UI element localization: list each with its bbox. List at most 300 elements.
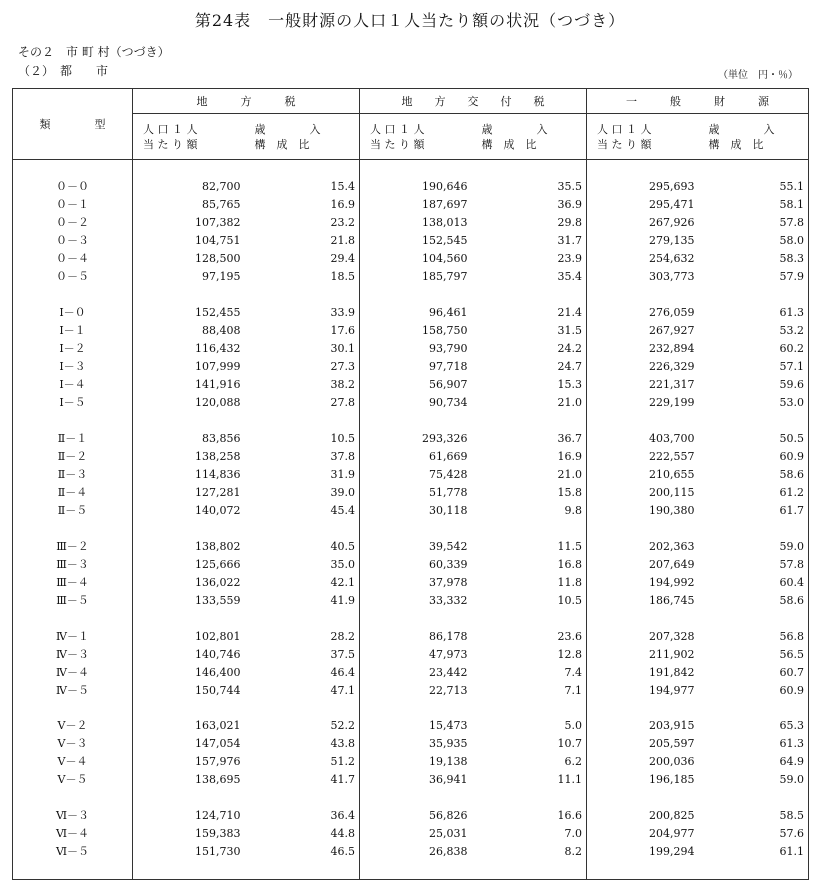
per-capita-cell: 163,021 (195, 719, 241, 733)
per-capita-cell: 293,326 (422, 431, 468, 445)
per-capita-cell: 30,118 (429, 503, 468, 517)
type-cell: Ⅵ－５ (13, 843, 133, 861)
per-capita-cell: 140,746 (195, 647, 241, 661)
per-capita-cell (360, 160, 472, 179)
ratio-cell: 21.0 (472, 394, 587, 412)
table-row (13, 825, 809, 843)
table-row (13, 466, 809, 484)
local-tax-header: 地 方 税 (133, 89, 360, 114)
per-capita-cell: 26,838 (429, 845, 468, 859)
ratio-line1: 歳 入 (708, 122, 775, 136)
per-capita-cell: 146,400 (195, 665, 241, 679)
type-cell: Ⅱ－２ (13, 448, 133, 466)
per-capita-cell: 205,597 (649, 737, 695, 751)
per-capita-cell (133, 699, 245, 717)
ratio-cell: 46.5 (245, 843, 360, 861)
per-capita-cell: 125,666 (195, 557, 241, 571)
ratio-cell: 53.2 (779, 324, 804, 338)
ratio-cell: 24.2 (472, 340, 587, 358)
per-capita-cell: 138,695 (195, 773, 241, 787)
per-capita-cell: 229,199 (649, 396, 695, 409)
ratio-cell (472, 160, 587, 179)
per-capita-cell (133, 789, 245, 807)
type-cell (13, 789, 133, 807)
per-capita-cell: 138,013 (422, 216, 468, 230)
ratio-cell: 29.4 (245, 250, 360, 268)
ratio-cell: 56.5 (779, 647, 804, 661)
per-capita-cell: 88,408 (202, 324, 241, 338)
ratio-cell (472, 861, 587, 880)
ratio-cell (245, 412, 360, 430)
per-capita-cell (133, 861, 245, 880)
ratio-cell: 41.9 (245, 591, 360, 609)
per-capita-cell (360, 861, 472, 880)
per-capita-cell: 254,632 (649, 252, 695, 266)
per-capita-cell: 151,730 (195, 845, 241, 859)
per-capita-cell: 190,380 (649, 503, 695, 517)
type-cell: Ⅴ－４ (13, 753, 133, 771)
per-capita-cell: 85,765 (202, 198, 241, 212)
per-capita-cell: 96,461 (429, 306, 468, 320)
table-row (13, 681, 809, 699)
type-cell: ０－４ (13, 250, 133, 268)
per-capita-cell: 33,332 (429, 593, 468, 607)
type-cell: ０－１ (13, 196, 133, 214)
per-capita-cell (360, 412, 472, 430)
ratio-cell: 23.2 (245, 214, 360, 232)
ratio-cell: 35.5 (472, 178, 587, 196)
type-cell (13, 160, 133, 179)
per-capita-cell: 104,560 (422, 252, 468, 266)
ratio-cell: 37.8 (245, 448, 360, 466)
per-capita-cell: 222,557 (649, 449, 695, 463)
ratio-cell: 52.2 (245, 717, 360, 735)
spacer-row (13, 160, 809, 179)
per-capita-cell: 19,138 (429, 755, 468, 769)
ratio-cell: 10.7 (472, 735, 587, 753)
type-cell: Ⅴ－３ (13, 735, 133, 753)
per-capita-cell: 36,941 (429, 773, 468, 787)
ratio-cell (245, 519, 360, 537)
ratio-cell: 8.2 (472, 843, 587, 861)
per-capita-cell: 127,281 (195, 485, 241, 499)
ratio-cell: 58.6 (779, 593, 804, 607)
ratio-cell: 10.5 (245, 430, 360, 448)
type-cell: Ⅳ－５ (13, 681, 133, 699)
ratio-cell: 55.1 (779, 180, 804, 194)
ratio-cell: 23.9 (472, 250, 587, 268)
table-row (13, 484, 809, 502)
ratio-cell: 35.4 (472, 268, 587, 286)
per-capita-cell: 186,745 (649, 593, 695, 607)
per-capita-cell: 403,700 (649, 431, 695, 445)
type-cell (13, 412, 133, 430)
per-capita-cell: 196,185 (649, 773, 695, 787)
ratio-cell: 56.8 (779, 629, 804, 643)
per-capita-cell: 61,669 (429, 449, 468, 463)
ratio-cell: 58.0 (779, 234, 804, 248)
per-capita-line2: 当 た り 額 (597, 137, 652, 151)
ratio-cell: 59.0 (779, 539, 804, 553)
ratio-cell: 57.8 (779, 557, 804, 571)
ratio-cell: 36.7 (472, 430, 587, 448)
spacer-row (13, 789, 809, 807)
ratio-cell (699, 519, 809, 537)
type-column-header: 類 型 (13, 89, 133, 160)
per-capita-cell: 194,977 (649, 683, 695, 697)
per-capita-cell: 157,976 (195, 755, 241, 769)
ratio-cell: 15.4 (245, 178, 360, 196)
per-capita-cell: 97,718 (429, 360, 468, 374)
type-cell (13, 609, 133, 627)
ratio-cell: 57.9 (779, 270, 804, 284)
type-cell: Ⅳ－３ (13, 645, 133, 663)
type-cell: Ⅱ－１ (13, 430, 133, 448)
ratio-cell: 15.8 (472, 484, 587, 502)
ratio-cell: 9.8 (472, 501, 587, 519)
ratio-cell (472, 699, 587, 717)
per-capita-cell: 295,471 (649, 198, 695, 212)
per-capita-cell: 107,999 (195, 360, 241, 374)
ratio-line2: 構 成 比 (708, 137, 764, 151)
ratio-cell: 16.6 (472, 807, 587, 825)
type-cell: Ⅵ－３ (13, 807, 133, 825)
ratio-cell (245, 861, 360, 880)
per-capita-cell: 276,059 (649, 306, 695, 320)
table-row (13, 771, 809, 789)
ratio-cell: 58.1 (779, 198, 804, 212)
per-capita-line1: 人 口 １ 人 (597, 122, 652, 136)
ratio-line1: 歳 入 (481, 122, 548, 136)
ratio-cell (245, 789, 360, 807)
ratio-cell (472, 519, 587, 537)
per-capita-cell: 152,455 (195, 306, 241, 320)
type-cell: Ⅱ－５ (13, 501, 133, 519)
table-row (13, 178, 809, 196)
per-capita-cell: 51,778 (429, 485, 468, 499)
ratio-cell: 61.2 (779, 485, 804, 499)
per-capita-cell (587, 412, 699, 430)
table-row (13, 735, 809, 753)
ratio-cell: 58.5 (779, 809, 804, 823)
ratio-cell: 46.4 (245, 663, 360, 681)
per-capita-cell: 35,935 (429, 737, 468, 751)
ratio-line2: 構 成 比 (254, 137, 310, 151)
ratio-cell: 21.8 (245, 232, 360, 250)
type-cell: Ⅰ－１ (13, 322, 133, 340)
per-capita-cell (360, 789, 472, 807)
per-capita-cell: 39,542 (429, 539, 468, 553)
local-allocation-tax-header: 地 方 交 付 税 (360, 89, 587, 114)
data-table (12, 88, 809, 880)
per-capita-header (133, 114, 245, 160)
spacer-row (13, 861, 809, 880)
per-capita-cell (133, 160, 245, 179)
table-row (13, 232, 809, 250)
type-cell: Ⅲ－２ (13, 537, 133, 555)
ratio-cell: 61.3 (779, 306, 804, 320)
type-cell: ０－０ (13, 178, 133, 196)
ratio-cell (699, 412, 809, 430)
ratio-cell: 43.8 (245, 735, 360, 753)
table-row (13, 501, 809, 519)
per-capita-cell: 190,646 (422, 180, 468, 194)
per-capita-cell: 102,801 (195, 629, 241, 643)
ratio-cell: 12.8 (472, 645, 587, 663)
per-capita-cell: 207,649 (649, 557, 695, 571)
per-capita-cell (587, 286, 699, 304)
table-row (13, 340, 809, 358)
ratio-cell: 61.7 (779, 503, 804, 517)
ratio-cell: 61.3 (779, 737, 804, 751)
table-row (13, 394, 809, 412)
ratio-cell: 57.1 (779, 360, 804, 374)
per-capita-cell: 47,973 (429, 647, 468, 661)
per-capita-cell (360, 519, 472, 537)
type-cell: Ⅵ－４ (13, 825, 133, 843)
per-capita-cell: 37,978 (429, 575, 468, 589)
per-capita-cell (133, 286, 245, 304)
table-row (13, 304, 809, 322)
per-capita-cell (133, 609, 245, 627)
table-row (13, 843, 809, 861)
ratio-cell: 39.0 (245, 484, 360, 502)
per-capita-cell (360, 609, 472, 627)
per-capita-cell: 56,907 (429, 378, 468, 392)
ratio-cell: 65.3 (779, 719, 804, 733)
type-cell: Ⅰ－０ (13, 304, 133, 322)
ratio-cell: 37.5 (245, 645, 360, 663)
ratio-line2: 構 成 比 (481, 137, 537, 151)
ratio-cell (472, 412, 587, 430)
per-capita-cell: 104,751 (195, 234, 241, 248)
per-capita-cell: 159,383 (195, 827, 241, 841)
section-subtitle: その２ 市 町 村（つづき） (18, 45, 170, 59)
ratio-cell: 61.1 (779, 845, 804, 859)
per-capita-cell: 116,432 (195, 342, 241, 356)
ratio-cell (472, 609, 587, 627)
per-capita-cell: 97,195 (202, 270, 241, 284)
ratio-cell: 41.7 (245, 771, 360, 789)
ratio-cell: 44.8 (245, 825, 360, 843)
spacer-row (13, 609, 809, 627)
ratio-cell: 60.9 (779, 683, 804, 697)
ratio-cell: 5.0 (472, 717, 587, 735)
unit-note: （単位 円・％） (718, 70, 798, 81)
ratio-cell: 31.5 (472, 322, 587, 340)
per-capita-cell: 136,022 (195, 575, 241, 589)
ratio-cell: 31.7 (472, 232, 587, 250)
table-row (13, 430, 809, 448)
per-capita-cell: 23,442 (429, 665, 468, 679)
ratio-cell: 16.9 (472, 448, 587, 466)
per-capita-cell: 194,992 (649, 575, 695, 589)
per-capita-cell: 200,825 (649, 809, 695, 823)
ratio-header (472, 114, 587, 160)
ratio-cell: 30.1 (245, 340, 360, 358)
per-capita-cell: 210,655 (649, 467, 695, 481)
per-capita-cell: 200,036 (649, 755, 695, 769)
ratio-cell: 11.5 (472, 537, 587, 555)
ratio-cell: 33.9 (245, 304, 360, 322)
type-cell (13, 286, 133, 304)
general-revenue-header: 一 般 財 源 (587, 89, 809, 114)
per-capita-cell: 191,842 (649, 665, 695, 679)
table-row (13, 268, 809, 286)
per-capita-cell: 15,473 (429, 719, 468, 733)
type-cell: Ⅱ－３ (13, 466, 133, 484)
ratio-cell: 36.9 (472, 196, 587, 214)
per-capita-line1: 人 口 １ 人 (143, 122, 198, 136)
per-capita-cell (587, 789, 699, 807)
type-cell: ０－５ (13, 268, 133, 286)
per-capita-cell: 152,545 (422, 234, 468, 248)
per-capita-header (587, 114, 699, 160)
type-cell: Ⅱ－４ (13, 484, 133, 502)
type-cell (13, 519, 133, 537)
ratio-cell: 6.2 (472, 753, 587, 771)
ratio-cell: 7.4 (472, 663, 587, 681)
table-row (13, 663, 809, 681)
ratio-cell: 10.5 (472, 591, 587, 609)
ratio-header (245, 114, 360, 160)
per-capita-cell: 107,382 (195, 216, 241, 230)
ratio-cell (245, 160, 360, 179)
ratio-cell: 40.5 (245, 537, 360, 555)
per-capita-cell: 199,294 (649, 845, 695, 859)
type-cell: Ⅴ－２ (13, 717, 133, 735)
ratio-cell (245, 286, 360, 304)
type-cell: ０－３ (13, 232, 133, 250)
per-capita-cell: 120,088 (195, 396, 241, 409)
ratio-cell: 60.9 (779, 449, 804, 463)
ratio-cell: 47.1 (245, 681, 360, 699)
per-capita-cell: 279,135 (649, 234, 695, 248)
ratio-cell: 16.9 (245, 196, 360, 214)
page-title: 第24表 一般財源の人口１人当たり額の状況（つづき） (194, 11, 626, 30)
per-capita-cell: 56,826 (429, 809, 468, 823)
table-row (13, 358, 809, 376)
per-capita-cell (587, 699, 699, 717)
ratio-cell: 57.6 (779, 827, 804, 841)
ratio-cell (699, 789, 809, 807)
per-capita-cell: 86,178 (429, 629, 468, 643)
per-capita-cell: 138,802 (195, 539, 241, 553)
spacer-row (13, 412, 809, 430)
type-cell (13, 699, 133, 717)
per-capita-cell: 141,916 (195, 378, 241, 392)
per-capita-cell: 202,363 (649, 539, 695, 553)
per-capita-cell: 204,977 (649, 827, 695, 841)
table-row (13, 807, 809, 825)
type-cell: Ⅰ－３ (13, 358, 133, 376)
per-capita-cell (587, 609, 699, 627)
type-cell: Ⅲ－３ (13, 555, 133, 573)
per-capita-cell: 221,317 (649, 378, 695, 392)
ratio-cell (245, 609, 360, 627)
table-row (13, 376, 809, 394)
table-row (13, 448, 809, 466)
per-capita-cell (587, 160, 699, 179)
per-capita-cell (133, 412, 245, 430)
ratio-cell (699, 609, 809, 627)
per-capita-cell: 83,856 (202, 431, 241, 445)
type-cell: Ⅰ－２ (13, 340, 133, 358)
spacer-row (13, 286, 809, 304)
ratio-cell: 15.3 (472, 376, 587, 394)
ratio-cell: 16.8 (472, 555, 587, 573)
ratio-cell: 58.6 (779, 467, 804, 481)
ratio-cell: 60.4 (779, 575, 804, 589)
per-capita-cell: 232,894 (649, 342, 695, 356)
type-cell: Ⅳ－４ (13, 663, 133, 681)
per-capita-cell: 138,258 (195, 449, 241, 463)
ratio-cell: 31.9 (245, 466, 360, 484)
ratio-cell: 38.2 (245, 376, 360, 394)
type-cell: Ⅰ－５ (13, 394, 133, 412)
per-capita-cell (360, 699, 472, 717)
ratio-cell: 36.4 (245, 807, 360, 825)
ratio-cell: 7.1 (472, 681, 587, 699)
ratio-cell: 60.2 (779, 342, 804, 356)
per-capita-cell: 267,927 (649, 324, 695, 338)
ratio-cell: 21.0 (472, 466, 587, 484)
ratio-cell: 7.0 (472, 825, 587, 843)
type-cell (13, 861, 133, 880)
ratio-cell (699, 286, 809, 304)
per-capita-cell (360, 286, 472, 304)
table-row (13, 753, 809, 771)
per-capita-cell: 133,559 (195, 593, 241, 607)
per-capita-line1: 人 口 １ 人 (370, 122, 425, 136)
ratio-header (699, 114, 809, 160)
per-capita-cell: 128,500 (195, 252, 241, 266)
per-capita-cell (587, 861, 699, 880)
table-row (13, 591, 809, 609)
table-row (13, 555, 809, 573)
per-capita-cell: 200,115 (649, 485, 695, 499)
per-capita-cell (133, 519, 245, 537)
per-capita-cell: 150,744 (195, 683, 241, 697)
table-row (13, 573, 809, 591)
subsection-subtitle: （２） 都 市 (18, 64, 109, 78)
per-capita-cell: 226,329 (649, 360, 695, 374)
per-capita-cell: 187,697 (422, 198, 468, 212)
per-capita-cell: 25,031 (429, 827, 468, 841)
ratio-cell: 28.2 (245, 627, 360, 645)
ratio-cell (699, 861, 809, 880)
per-capita-cell: 303,773 (649, 270, 695, 284)
ratio-cell: 50.5 (779, 431, 804, 445)
per-capita-cell: 207,328 (649, 629, 695, 643)
ratio-cell: 64.9 (779, 755, 804, 769)
table-row (13, 645, 809, 663)
per-capita-cell: 147,054 (195, 737, 241, 751)
per-capita-cell: 211,902 (649, 647, 695, 661)
type-cell: Ⅲ－４ (13, 573, 133, 591)
table-header (13, 89, 809, 160)
per-capita-cell: 185,797 (422, 270, 468, 284)
ratio-cell (699, 699, 809, 717)
ratio-cell (245, 699, 360, 717)
ratio-cell: 59.6 (779, 378, 804, 392)
spacer-row (13, 519, 809, 537)
per-capita-cell: 295,693 (649, 180, 695, 194)
ratio-cell: 57.8 (779, 216, 804, 230)
type-cell: ０－２ (13, 214, 133, 232)
per-capita-cell: 114,836 (195, 467, 241, 481)
ratio-cell: 17.6 (245, 322, 360, 340)
